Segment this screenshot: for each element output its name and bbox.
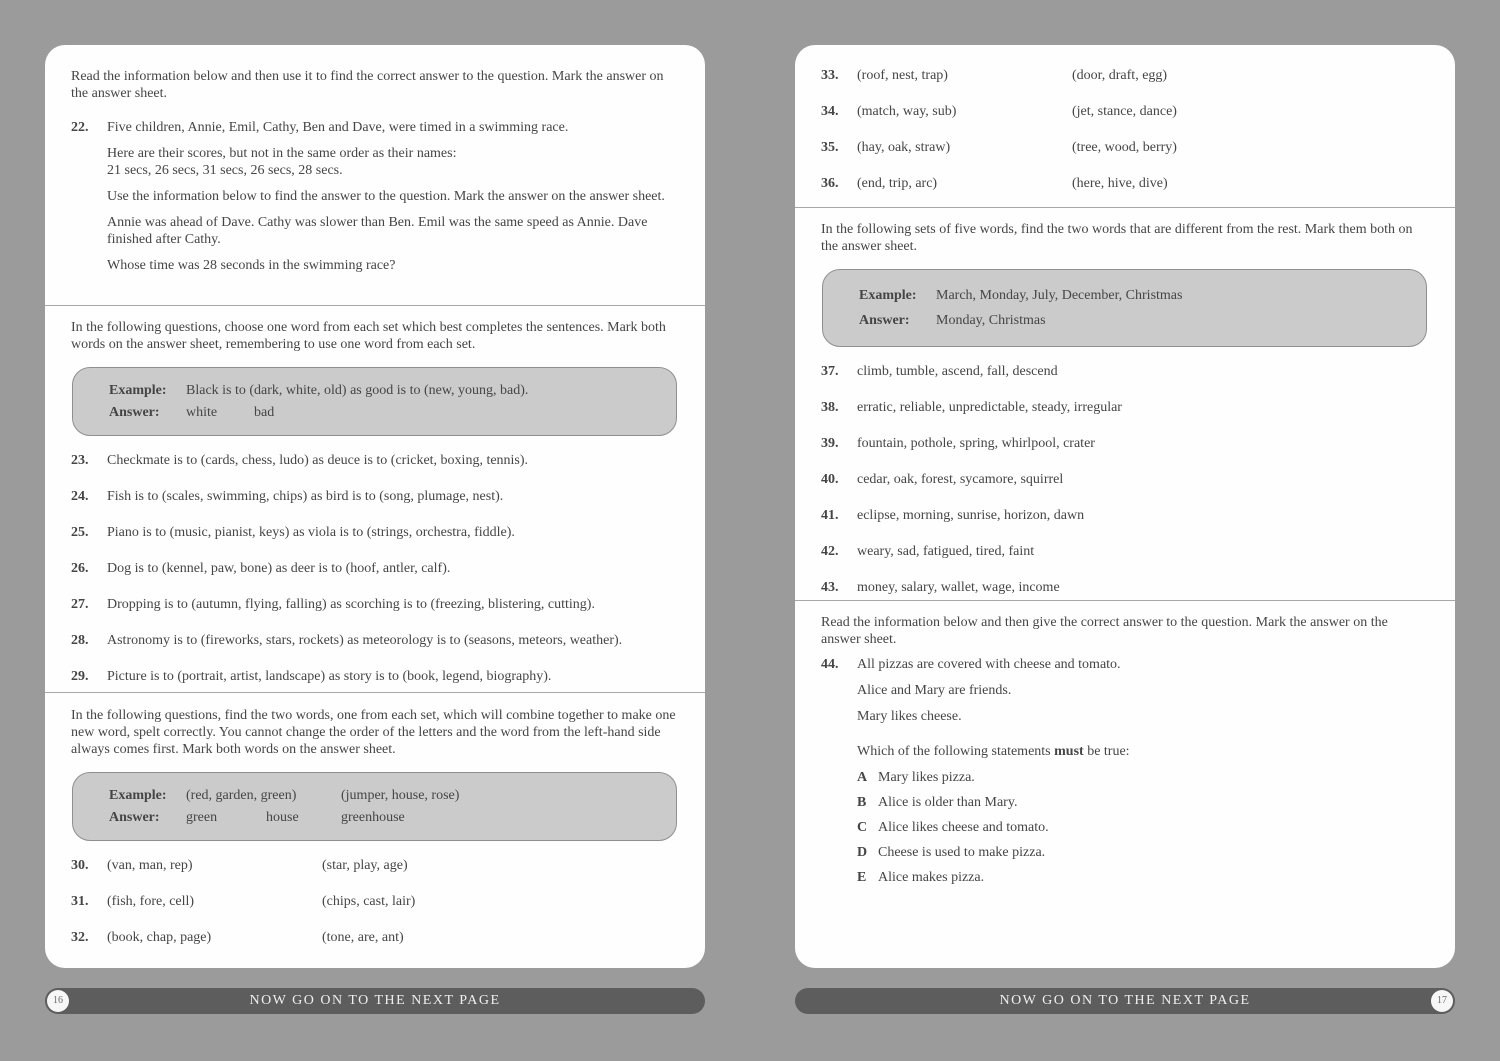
question-set-right: (star, play, age) bbox=[322, 858, 408, 873]
question-paragraph: Whose time was 28 seconds in the swimming race? bbox=[107, 258, 396, 273]
question-number: 34. bbox=[821, 104, 839, 119]
prompt-text: Which of the following statements bbox=[857, 744, 1055, 759]
question-number: 36. bbox=[821, 176, 839, 191]
question-number: 43. bbox=[821, 580, 839, 595]
question-32 bbox=[71, 929, 677, 946]
option-b bbox=[857, 794, 1427, 811]
question-38 bbox=[821, 399, 1427, 416]
question-paragraph: Mary likes cheese. bbox=[857, 709, 962, 724]
example-label: Example: bbox=[859, 288, 917, 303]
question-set-right: (tone, are, ant) bbox=[322, 930, 404, 945]
answer-word: green bbox=[186, 810, 218, 825]
example-row bbox=[109, 382, 664, 399]
answer-row bbox=[109, 404, 664, 421]
question-number: 31. bbox=[71, 894, 89, 909]
footer-label: NOW GO ON TO THE NEXT PAGE bbox=[999, 993, 1251, 1008]
question-42 bbox=[821, 543, 1427, 560]
option-letter: B bbox=[857, 795, 867, 810]
question-line: 21 secs, 26 secs, 31 secs, 26 secs, 28 secs. bbox=[107, 163, 343, 178]
option-text: Alice likes cheese and tomato. bbox=[878, 820, 1049, 835]
question-number: 24. bbox=[71, 489, 89, 504]
option-e bbox=[857, 869, 1427, 886]
example-row bbox=[109, 787, 664, 804]
question-number: 22. bbox=[71, 120, 89, 135]
prompt-text: be true: bbox=[1083, 744, 1130, 759]
question-set-left: (fish, fore, cell) bbox=[107, 894, 195, 909]
question-text: weary, sad, fatigued, tired, faint bbox=[857, 544, 1035, 559]
question-text: fountain, pothole, spring, whirlpool, crater bbox=[857, 436, 1095, 451]
section-analogies bbox=[45, 305, 705, 692]
question-40 bbox=[821, 471, 1427, 488]
question-number: 27. bbox=[71, 597, 89, 612]
question-number: 39. bbox=[821, 436, 839, 451]
question-24 bbox=[71, 488, 677, 505]
question-number: 41. bbox=[821, 508, 839, 523]
example-text: March, Monday, July, December, Christmas bbox=[936, 288, 1183, 303]
answer-row bbox=[109, 809, 664, 826]
example-label: Example: bbox=[109, 383, 167, 398]
section-odd-words bbox=[795, 207, 1455, 600]
question-41 bbox=[821, 507, 1427, 524]
prompt-emphasis: must bbox=[1054, 744, 1084, 759]
question-number: 25. bbox=[71, 525, 89, 540]
section-swimming-race bbox=[45, 45, 705, 283]
question-set-left: (book, chap, page) bbox=[107, 930, 212, 945]
option-text: Alice makes pizza. bbox=[878, 870, 985, 885]
question-number: 30. bbox=[71, 858, 89, 873]
question-line: Here are their scores, but not in the same order as their names: bbox=[107, 146, 457, 161]
question-set-left: (match, way, sub) bbox=[857, 104, 957, 119]
page-number-badge: 17 bbox=[1431, 990, 1453, 1012]
option-text: Cheese is used to make pizza. bbox=[878, 845, 1046, 860]
question-text: Astronomy is to (fireworks, stars, rockets) as meteorology is to (seasons, meteors, weather). bbox=[107, 633, 623, 648]
question-prompt bbox=[857, 743, 1427, 760]
section-pizza-logic bbox=[795, 600, 1455, 894]
option-text: Alice is older than Mary. bbox=[878, 795, 1018, 810]
question-set-left: (hay, oak, straw) bbox=[857, 140, 951, 155]
example-box bbox=[822, 269, 1427, 347]
question-text: eclipse, morning, sunrise, horizon, dawn bbox=[857, 508, 1085, 523]
question-31 bbox=[71, 893, 677, 910]
answer-word: greenhouse bbox=[341, 810, 405, 825]
question-text: climb, tumble, ascend, fall, descend bbox=[857, 364, 1058, 379]
question-27 bbox=[71, 596, 677, 613]
option-letter: D bbox=[857, 845, 868, 860]
question-text: Dropping is to (autumn, flying, falling) as scorching is to (freezing, blistering, cutting). bbox=[107, 597, 595, 612]
option-d bbox=[857, 844, 1427, 861]
question-paragraph: Alice and Mary are friends. bbox=[857, 683, 1012, 698]
question-33 bbox=[821, 67, 1427, 84]
question-44 bbox=[821, 656, 1427, 894]
page-number-badge: 16 bbox=[47, 990, 69, 1012]
question-36 bbox=[821, 175, 1427, 192]
option-text: Mary likes pizza. bbox=[878, 770, 975, 785]
question-number: 28. bbox=[71, 633, 89, 648]
question-number: 23. bbox=[71, 453, 89, 468]
question-28 bbox=[71, 632, 677, 649]
question-26 bbox=[71, 560, 677, 577]
question-text: Piano is to (music, pianist, keys) as viola is to (strings, orchestra, fiddle). bbox=[107, 525, 515, 540]
footer-label: NOW GO ON TO THE NEXT PAGE bbox=[249, 993, 501, 1008]
question-number: 26. bbox=[71, 561, 89, 576]
question-29 bbox=[71, 668, 677, 685]
example-box bbox=[72, 367, 677, 436]
question-set-right: (tree, wood, berry) bbox=[1072, 140, 1177, 155]
question-number: 29. bbox=[71, 669, 89, 684]
question-paragraph: Five children, Annie, Emil, Cathy, Ben and Dave, were timed in a swimming race. bbox=[107, 120, 569, 135]
question-set-right: (jet, stance, dance) bbox=[1072, 104, 1177, 119]
option-a bbox=[857, 769, 1427, 786]
section-compound-words-continued bbox=[795, 45, 1455, 207]
option-letter: E bbox=[857, 870, 867, 885]
section-compound-words bbox=[45, 692, 705, 946]
question-body bbox=[857, 656, 1427, 894]
answer-label: Answer: bbox=[109, 810, 160, 825]
answer-label: Answer: bbox=[859, 313, 910, 328]
question-set-left: (end, trip, arc) bbox=[857, 176, 938, 191]
option-c bbox=[857, 819, 1427, 836]
question-39 bbox=[821, 435, 1427, 452]
question-text: erratic, reliable, unpredictable, steady, irregular bbox=[857, 400, 1122, 415]
question-set-left: (roof, nest, trap) bbox=[857, 68, 948, 83]
footer-bar-left bbox=[45, 988, 705, 1014]
question-text: Checkmate is to (cards, chess, ludo) as deuce is to (cricket, boxing, tennis). bbox=[107, 453, 529, 468]
question-number: 40. bbox=[821, 472, 839, 487]
answer-word: white bbox=[186, 405, 218, 420]
question-paragraph: All pizzas are covered with cheese and tomato. bbox=[857, 657, 1121, 672]
section-instructions: In the following questions, find the two words, one from each set, which will combine together to make one new word, spelt correctly. You cannot change the order of the letters and the word from the left-hand side always comes first. Mark both words on the answer sheet. bbox=[71, 708, 676, 757]
question-number: 38. bbox=[821, 400, 839, 415]
answer-word: house bbox=[266, 810, 299, 825]
question-text: Dog is to (kennel, paw, bone) as deer is to (hoof, antler, calf). bbox=[107, 561, 451, 576]
answer-row bbox=[859, 312, 1414, 329]
question-number: 44. bbox=[821, 657, 839, 672]
question-paragraph: Use the information below to find the answer to the question. Mark the answer on the answer sheet. bbox=[107, 189, 665, 204]
example-text: Black is to (dark, white, old) as good is to (new, young, bad). bbox=[186, 383, 529, 398]
section-instructions: Read the information below and then use it to find the correct answer to the question. Mark the answer on the answer sheet. bbox=[71, 69, 664, 101]
question-body bbox=[107, 119, 677, 283]
question-number: 42. bbox=[821, 544, 839, 559]
answer-word: bad bbox=[254, 405, 275, 420]
example-set-right: (jumper, house, rose) bbox=[341, 788, 460, 803]
question-set-right: (door, draft, egg) bbox=[1072, 68, 1168, 83]
option-letter: C bbox=[857, 820, 868, 835]
example-box bbox=[72, 772, 677, 841]
example-label: Example: bbox=[109, 788, 167, 803]
option-letter: A bbox=[857, 770, 868, 785]
question-set-left: (van, man, rep) bbox=[107, 858, 193, 873]
question-23 bbox=[71, 452, 677, 469]
question-35 bbox=[821, 139, 1427, 156]
question-text: Fish is to (scales, swimming, chips) as bird is to (song, plumage, nest). bbox=[107, 489, 504, 504]
question-34 bbox=[821, 103, 1427, 120]
footer-bar-right bbox=[795, 988, 1455, 1014]
section-instructions: Read the information below and then give the correct answer to the question. Mark the answer on the answer sheet. bbox=[821, 615, 1388, 647]
question-number: 35. bbox=[821, 140, 839, 155]
question-25 bbox=[71, 524, 677, 541]
question-43 bbox=[821, 579, 1427, 596]
example-row bbox=[859, 287, 1414, 304]
test-page-right bbox=[795, 45, 1455, 968]
question-paragraph bbox=[107, 145, 677, 179]
question-number: 37. bbox=[821, 364, 839, 379]
section-instructions: In the following sets of five words, find the two words that are different from the rest. Mark them both on the answer sheet. bbox=[821, 222, 1413, 254]
section-instructions: In the following questions, choose one word from each set which best completes the sentences. Mark both words on the answer sheet, remembering to use one word from each set. bbox=[71, 320, 666, 352]
question-paragraph: Annie was ahead of Dave. Cathy was slower than Ben. Emil was the same speed as Annie. Dave finished after Cathy. bbox=[107, 215, 648, 247]
example-set-left: (red, garden, green) bbox=[186, 788, 297, 803]
question-text: Picture is to (portrait, artist, landscape) as story is to (book, legend, biography). bbox=[107, 669, 552, 684]
question-30 bbox=[71, 857, 677, 874]
question-22 bbox=[71, 119, 677, 283]
question-number: 33. bbox=[821, 68, 839, 83]
answer-label: Answer: bbox=[109, 405, 160, 420]
question-set-right: (here, hive, dive) bbox=[1072, 176, 1168, 191]
question-text: cedar, oak, forest, sycamore, squirrel bbox=[857, 472, 1064, 487]
answer-text: Monday, Christmas bbox=[936, 313, 1046, 328]
question-set-right: (chips, cast, lair) bbox=[322, 894, 416, 909]
question-number: 32. bbox=[71, 930, 89, 945]
question-37 bbox=[821, 363, 1427, 380]
question-text: money, salary, wallet, wage, income bbox=[857, 580, 1060, 595]
test-page-left bbox=[45, 45, 705, 968]
